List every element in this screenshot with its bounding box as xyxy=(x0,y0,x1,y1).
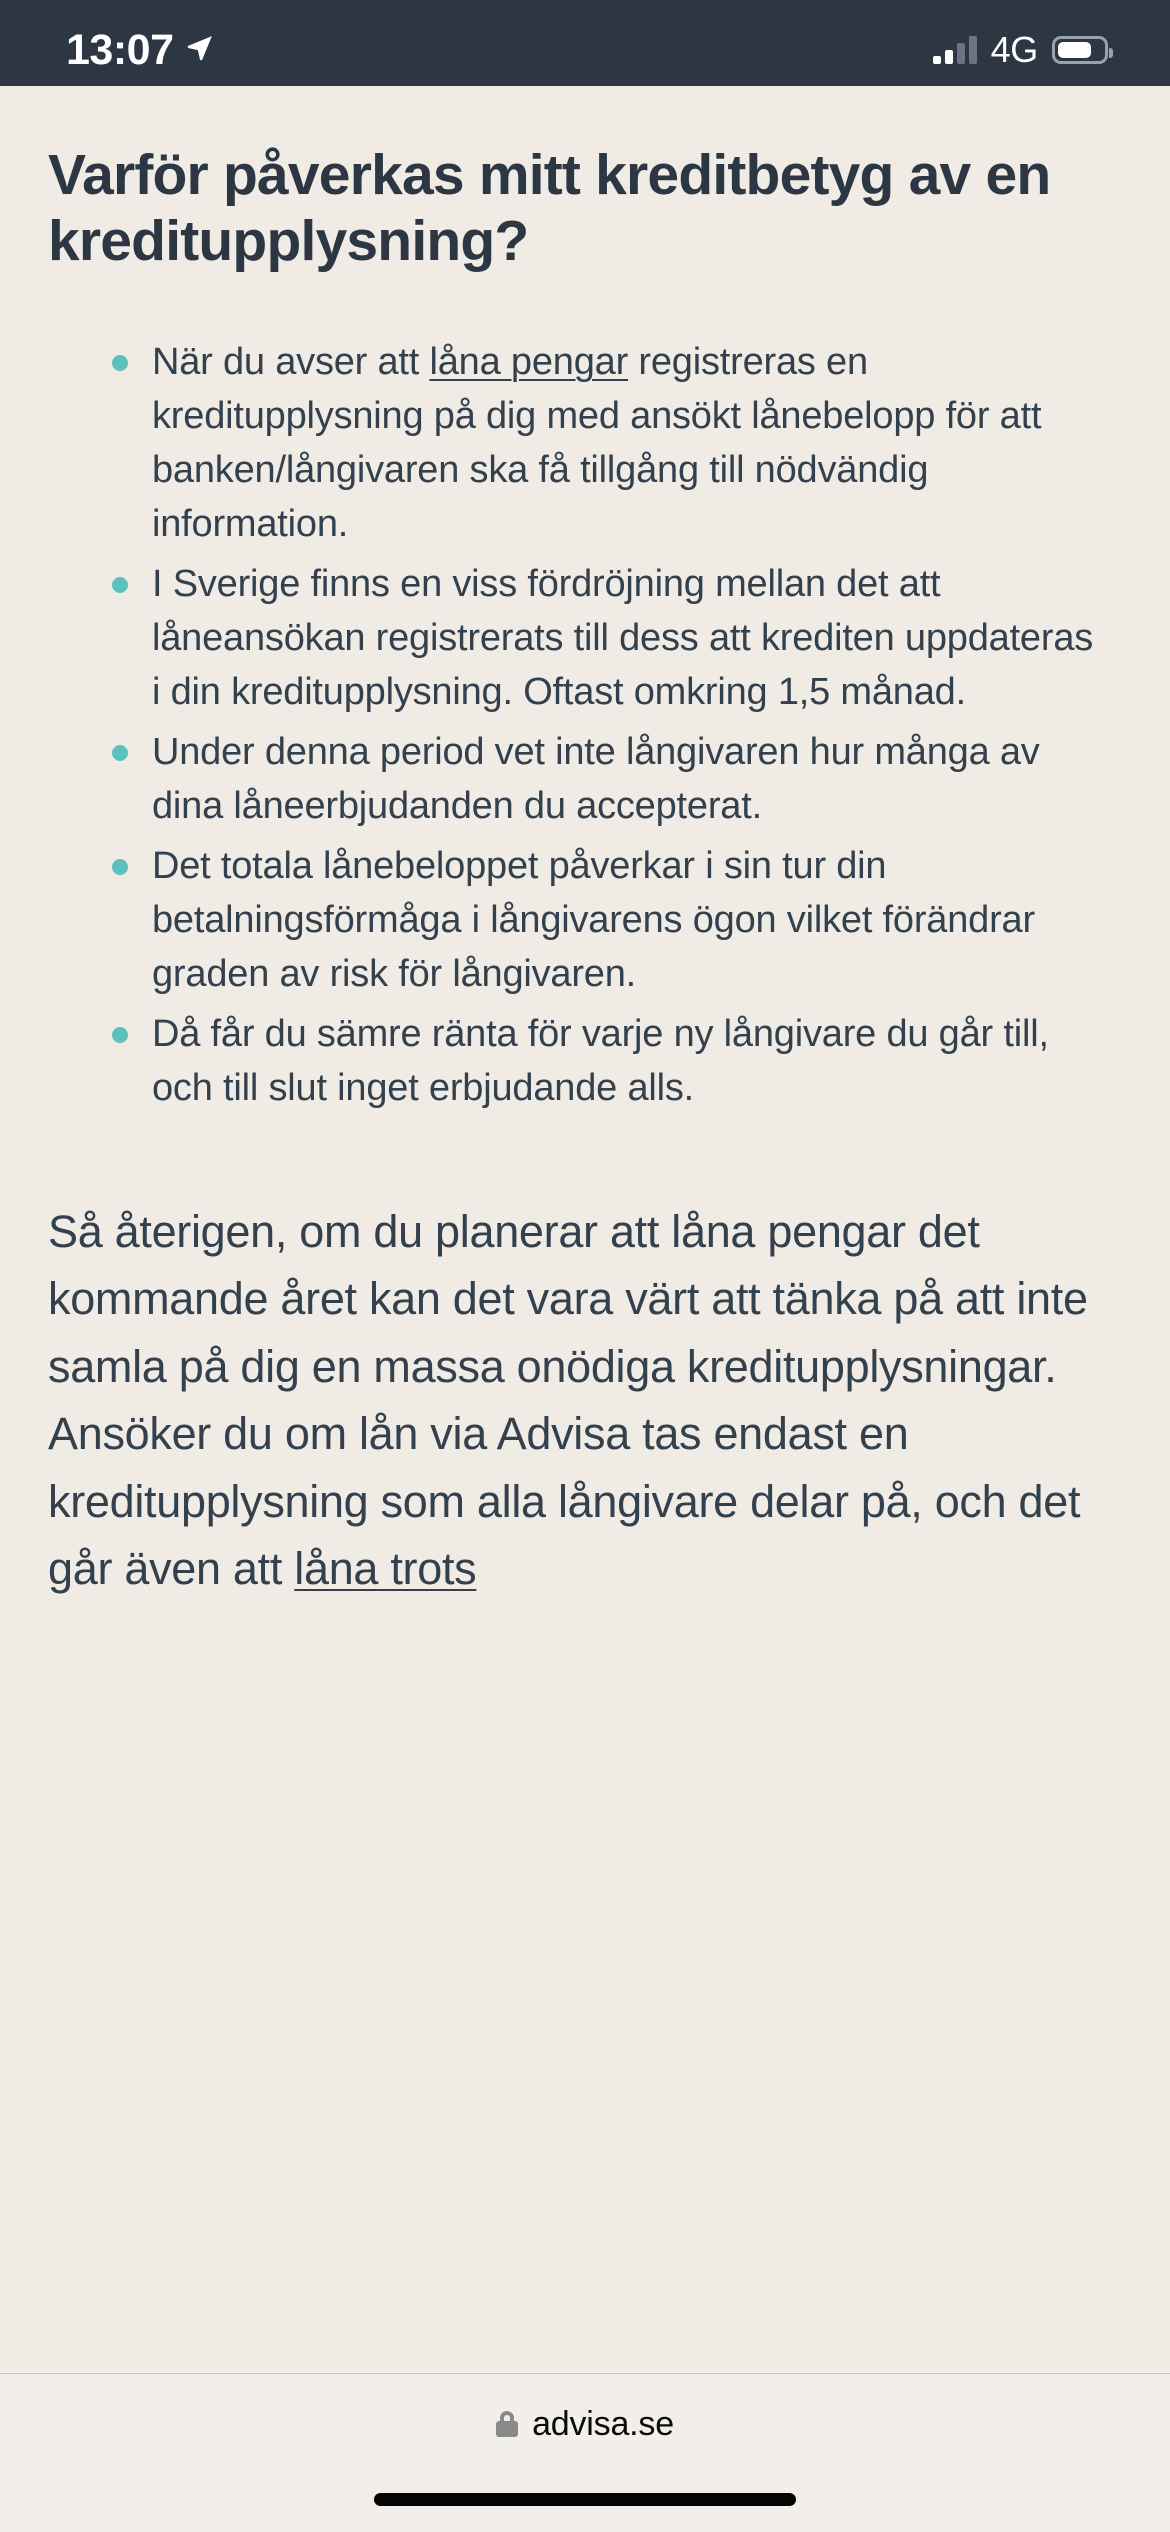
laana-pengar-link[interactable]: låna pengar xyxy=(429,341,629,384)
status-bar-left xyxy=(66,25,215,74)
list-item xyxy=(152,840,1094,1002)
bullet-dot-icon xyxy=(112,745,128,761)
closing-paragraph xyxy=(48,1122,1122,1603)
lock-icon xyxy=(496,2411,518,2437)
list-item xyxy=(152,336,1094,552)
home-indicator[interactable] xyxy=(374,2493,796,2506)
status-bar xyxy=(0,0,1170,86)
article xyxy=(0,86,1170,1603)
status-bar-right xyxy=(933,29,1108,70)
battery-fill xyxy=(1058,42,1091,58)
list-item-text: Under denna period vet inte långivaren hur många av dina låneerbjudanden du accepterat. xyxy=(152,730,1040,827)
list-item-text: I Sverige finns en viss fördröjning mellan det att låneansökan registrerats till dess att krediten uppdateras i din kreditupplysning. Oftast omkring 1,5 månad. xyxy=(152,563,1094,713)
browser-bottom-bar xyxy=(0,2373,1170,2532)
bullet-dot-icon xyxy=(112,355,128,371)
status-bar-clock: 13:07 xyxy=(66,25,174,74)
network-type-label: 4G xyxy=(990,29,1038,70)
list-item xyxy=(152,726,1094,834)
signal-bar-3 xyxy=(957,43,965,64)
battery-icon xyxy=(1052,36,1108,64)
list-item-text-before-link: När du avser att xyxy=(152,341,430,384)
site-url-label[interactable]: advisa.se xyxy=(532,2405,674,2443)
laana-trots-link[interactable]: låna trots xyxy=(294,1543,477,1595)
list-item-text: Då får du sämre ränta för varje ny långivare du går till, och till slut inget erbjudande alls. xyxy=(152,1012,1049,1109)
lock-body xyxy=(496,2421,518,2437)
cellular-signal-icon xyxy=(933,36,977,64)
closing-paragraph-text: Så återigen, om du planerar att låna pengar det kommande året kan det vara värt att tänka på att inte samla på dig en massa onödiga kreditupplysningar. Ansöker du om lån via Advisa tas endast en kreditupplysning som alla långivare delar på, och det går även att xyxy=(48,1205,1088,1595)
location-arrow-icon xyxy=(185,33,215,68)
list-item-text-after-link: registreras en kreditupplysning på dig med ansökt lånebelopp för att banken/långivaren ska få tillgång till nödvändig information. xyxy=(152,341,1042,546)
signal-bar-2 xyxy=(945,50,953,64)
signal-bar-4 xyxy=(969,36,977,64)
list-item xyxy=(152,1008,1094,1116)
bullet-dot-icon xyxy=(112,577,128,593)
bullet-dot-icon xyxy=(112,1027,128,1043)
url-bar[interactable] xyxy=(0,2374,1170,2474)
list-item-text: Det totala lånebeloppet påverkar i sin tur din betalningsförmåga i långivarens ögon vilket förändrar graden av risk för långivaren. xyxy=(152,844,1035,995)
bullet-dot-icon xyxy=(112,859,128,875)
bullet-list xyxy=(48,274,1122,1115)
page-title: Varför påverkas mitt kreditbetyg av en kreditupplysning? xyxy=(48,143,1051,274)
web-page-content xyxy=(0,86,1170,2373)
signal-bar-1 xyxy=(933,56,941,64)
list-item xyxy=(152,558,1094,720)
